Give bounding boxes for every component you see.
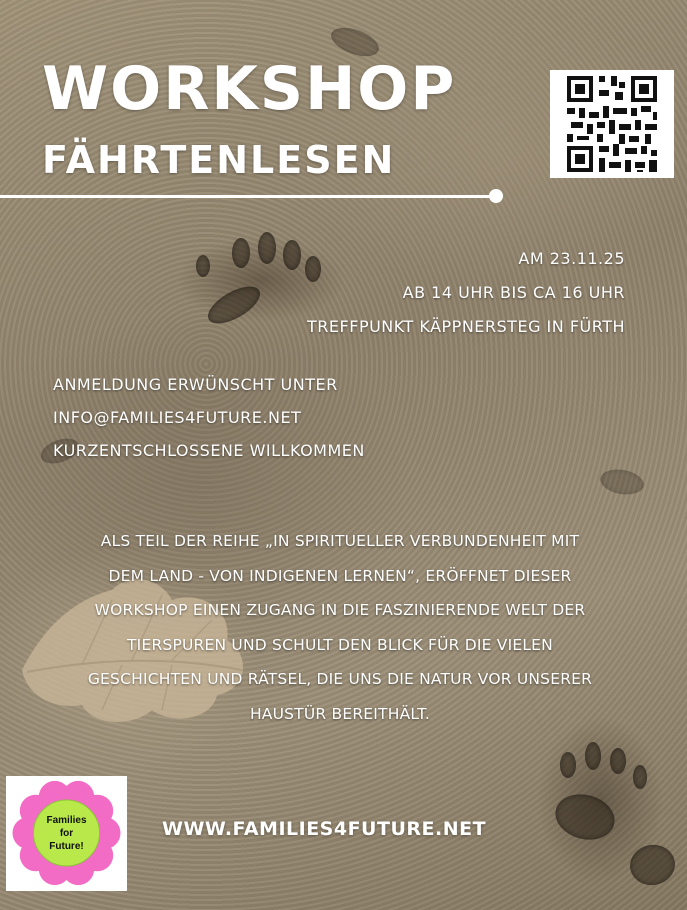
logo-text-for: for xyxy=(59,828,74,839)
event-date: AM 23.11.25 xyxy=(518,249,625,268)
description-line: HAUSTÜR BEREITHÄLT. xyxy=(249,704,431,723)
event-time: AB 14 UHR BIS CA 16 UHR xyxy=(402,283,625,302)
website-link[interactable]: WWW.FAMILIES4FUTURE.NET xyxy=(162,818,487,840)
flower-logo-icon xyxy=(6,776,127,891)
description-line: TIERSPUREN UND SCHULT DEN BLICK FÜR DIE VIELEN xyxy=(127,635,553,654)
logo-text-families: Families xyxy=(46,815,87,826)
event-details xyxy=(307,242,625,344)
walk-ins-welcome-note: KURZENTSCHLOSSENE WILLKOMMEN xyxy=(53,441,365,460)
logo-text-future: Future! xyxy=(49,841,84,852)
description-line: GESCHICHTEN UND RÄTSEL, DIE UNS DIE NATUR VOR UNSERER xyxy=(87,670,593,688)
description-line: DEM LAND - VON INDIGENEN LERNEN“, ERÖFFNET DIESER xyxy=(108,566,572,585)
description-line: WORKSHOP EINEN ZUGANG IN DIE FASZINIERENDE WELT DER xyxy=(94,601,586,619)
title-faehrtenlesen: FÄHRTENLESEN xyxy=(42,138,396,182)
qr-code-icon[interactable] xyxy=(550,70,674,178)
title-divider-line xyxy=(0,195,495,198)
event-meeting-point: TREFFPUNKT KÄPPNERSTEG IN FÜRTH xyxy=(307,317,625,336)
registration-email[interactable]: INFO@FAMILIES4FUTURE.NET xyxy=(53,408,302,427)
qr-code-graphic xyxy=(550,70,674,178)
families-for-future-logo xyxy=(6,776,127,891)
registration-details xyxy=(53,368,365,467)
registration-note: ANMELDUNG ERWÜNSCHT UNTER xyxy=(53,375,338,394)
title-workshop: WORKSHOP xyxy=(42,54,457,124)
title-divider-dot xyxy=(489,189,503,203)
description-line: ALS TEIL DER REIHE „IN SPIRITUELLER VERBUNDENHEIT MIT xyxy=(100,532,580,550)
workshop-description xyxy=(30,524,650,731)
